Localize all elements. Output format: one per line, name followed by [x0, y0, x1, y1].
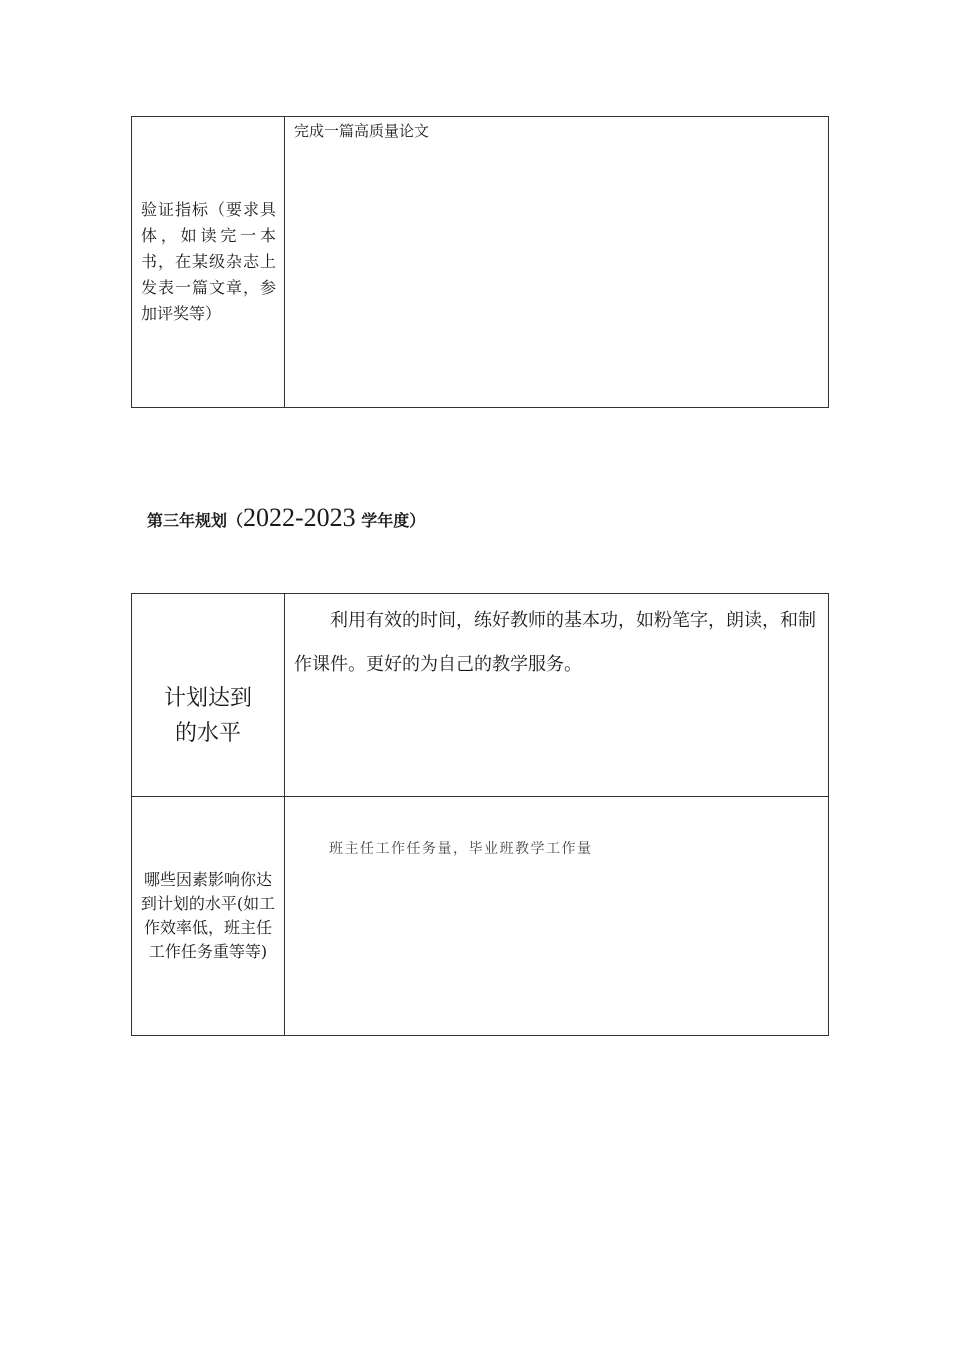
heading-prefix: 第三年规划（	[147, 511, 244, 530]
verification-indicator-table	[131, 116, 829, 408]
section-heading	[147, 500, 425, 539]
factors-label-cell	[132, 797, 285, 1036]
target-level-label-line2: 的水平	[174, 721, 241, 746]
target-level-content-cell	[285, 594, 829, 797]
factors-content-cell	[285, 797, 829, 1036]
verification-label: 验证指标（要求具体，如读完一本书，在某级杂志上发表一篇文章，参加评奖等）	[141, 200, 276, 323]
factors-content: 班主任工作任务量，毕业班教学工作量	[329, 841, 593, 857]
heading-suffix: 学年度）	[355, 511, 426, 530]
table-row	[132, 117, 829, 408]
target-level-label-cell	[132, 594, 285, 797]
verification-content-cell	[285, 117, 829, 408]
table-row	[132, 797, 829, 1036]
table-row	[132, 594, 829, 797]
heading-years: 2022-2023	[243, 503, 356, 532]
target-level-label-line1: 计划达到	[163, 686, 252, 711]
verification-label-cell	[132, 117, 285, 408]
third-year-plan-table	[131, 593, 829, 1036]
verification-content: 完成一篇高质量论文	[294, 122, 430, 140]
factors-label: 哪些因素影响你达到计划的水平(如工作效率低，班主任工作任务重等等)	[140, 870, 276, 961]
target-level-content: 利用有效的时间，练好教师的基本功，如粉笔字，朗读，和制作课件。更好的为自己的教学服务。	[294, 610, 816, 675]
